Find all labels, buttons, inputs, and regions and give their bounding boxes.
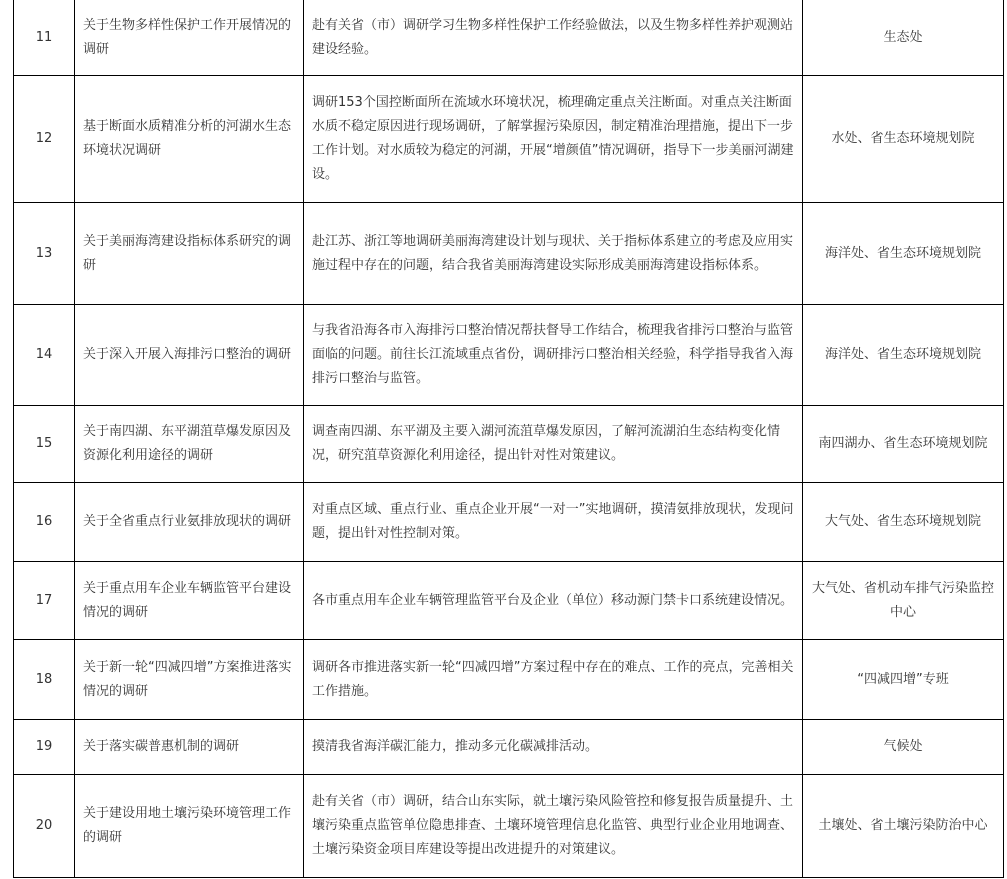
row-title: 关于建设用地土壤污染环境管理工作的调研 — [75, 775, 304, 878]
row-department: 海洋处、省生态环境规划院 — [803, 305, 1004, 406]
row-number: 13 — [14, 203, 75, 305]
row-department: 大气处、省机动车排气污染监控中心 — [803, 562, 1004, 640]
table-row — [14, 775, 1004, 878]
row-department: 气候处 — [803, 720, 1004, 775]
row-title: 关于生物多样性保护工作开展情况的调研 — [75, 0, 304, 76]
table-row — [14, 76, 1004, 203]
row-department: “四减四增”专班 — [803, 640, 1004, 720]
row-content: 对重点区域、重点行业、重点企业开展“一对一”实地调研，摸清氨排放现状，发现问题，提出针对性控制对策。 — [304, 483, 803, 562]
row-content: 赴有关省（市）调研，结合山东实际，就土壤污染风险管控和修复报告质量提升、土壤污染重点监管单位隐患排查、土壤环境管理信息化监管、典型行业企业用地调查、土壤污染资金项目库建设等提出改进提升的对策建议。 — [304, 775, 803, 878]
table-row — [14, 640, 1004, 720]
row-department: 南四湖办、省生态环境规划院 — [803, 406, 1004, 483]
row-number: 15 — [14, 406, 75, 483]
row-department: 海洋处、省生态环境规划院 — [803, 203, 1004, 305]
row-content: 摸清我省海洋碳汇能力，推动多元化碳减排活动。 — [304, 720, 803, 775]
row-department: 水处、省生态环境规划院 — [803, 76, 1004, 203]
table-row — [14, 203, 1004, 305]
research-table-body — [14, 0, 1004, 878]
table-row — [14, 305, 1004, 406]
table-row — [14, 562, 1004, 640]
row-department: 土壤处、省土壤污染防治中心 — [803, 775, 1004, 878]
table-row — [14, 0, 1004, 76]
row-title: 关于新一轮“四减四增”方案推进落实情况的调研 — [75, 640, 304, 720]
row-title: 关于重点用车企业车辆监管平台建设情况的调研 — [75, 562, 304, 640]
row-title: 关于南四湖、东平湖菹草爆发原因及资源化利用途径的调研 — [75, 406, 304, 483]
row-content: 各市重点用车企业车辆管理监管平台及企业（单位）移动源门禁卡口系统建设情况。 — [304, 562, 803, 640]
table-row — [14, 720, 1004, 775]
row-number: 12 — [14, 76, 75, 203]
row-number: 16 — [14, 483, 75, 562]
row-content: 赴江苏、浙江等地调研美丽海湾建设计划与现状、关于指标体系建立的考虑及应用实施过程中存在的问题，结合我省美丽海湾建设实际形成美丽海湾建设指标体系。 — [304, 203, 803, 305]
row-content: 与我省沿海各市入海排污口整治情况帮扶督导工作结合，梳理我省排污口整治与监管面临的问题。前往长江流域重点省份，调研排污口整治相关经验，科学指导我省入海排污口整治与监管。 — [304, 305, 803, 406]
row-content: 赴有关省（市）调研学习生物多样性保护工作经验做法，以及生物多样性养护观测站建设经验。 — [304, 0, 803, 76]
row-title: 关于深入开展入海排污口整治的调研 — [75, 305, 304, 406]
row-title: 关于落实碳普惠机制的调研 — [75, 720, 304, 775]
row-number: 11 — [14, 0, 75, 76]
row-number: 19 — [14, 720, 75, 775]
row-number: 20 — [14, 775, 75, 878]
row-content: 调研各市推进落实新一轮“四减四增”方案过程中存在的难点、工作的亮点，完善相关工作措施。 — [304, 640, 803, 720]
research-table — [13, 0, 1004, 878]
row-number: 18 — [14, 640, 75, 720]
row-number: 14 — [14, 305, 75, 406]
row-department: 生态处 — [803, 0, 1004, 76]
row-title: 基于断面水质精准分析的河湖水生态环境状况调研 — [75, 76, 304, 203]
table-row — [14, 483, 1004, 562]
row-number: 17 — [14, 562, 75, 640]
row-department: 大气处、省生态环境规划院 — [803, 483, 1004, 562]
row-content: 调研153个国控断面所在流域水环境状况，梳理确定重点关注断面。对重点关注断面水质不稳定原因进行现场调研，了解掌握污染原因，制定精准治理措施，提出下一步工作计划。对水质较为稳定的河湖，开展“增颜值”情况调研，指导下一步美丽河湖建设。 — [304, 76, 803, 203]
row-title: 关于美丽海湾建设指标体系研究的调研 — [75, 203, 304, 305]
row-content: 调查南四湖、东平湖及主要入湖河流菹草爆发原因，了解河流湖泊生态结构变化情况，研究菹草资源化利用途径，提出针对性对策建议。 — [304, 406, 803, 483]
row-title: 关于全省重点行业氨排放现状的调研 — [75, 483, 304, 562]
table-row — [14, 406, 1004, 483]
